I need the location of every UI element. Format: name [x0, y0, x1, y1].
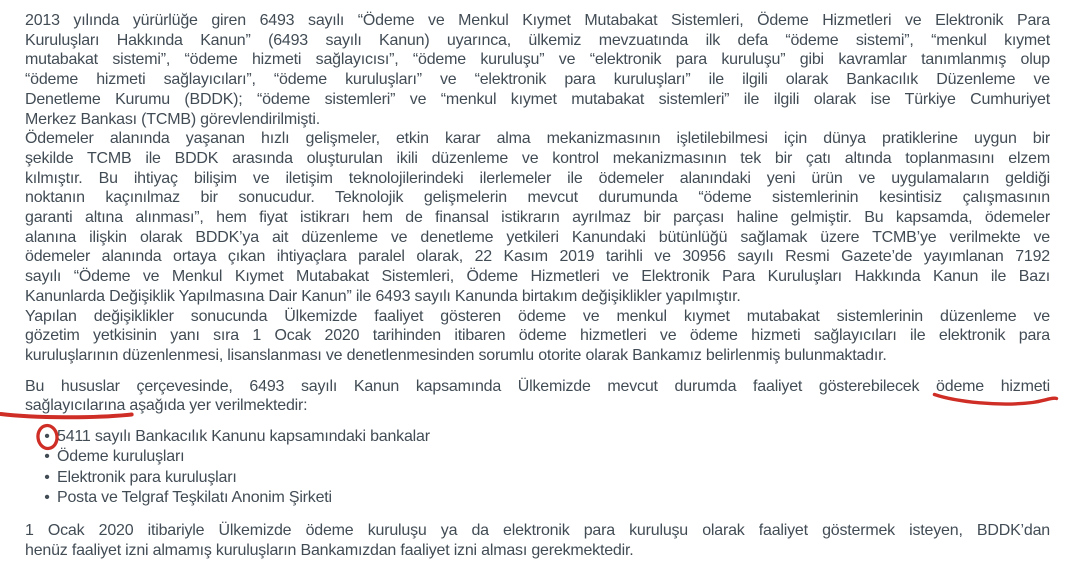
- payment-service-providers-list: [25, 427, 1050, 508]
- paragraph-5: [25, 521, 1050, 560]
- paragraph-line: sayılı “Ödeme ve Menkul Kıymet Mutabakat Sistemleri, Ödeme Hizmetleri ve Elektronik Para Kuruluşları Hakkında Kanun ile Bazı: [25, 268, 1050, 286]
- list-item-label: Elektronik para kuruluşları: [57, 468, 237, 486]
- paragraph-line: Kuruluşları Hakkında Kanun” (6493 sayılı Kanun) uyarınca, ülkemiz mevzuatında ilk defa “ödeme sistemi”, “menkul kıymet: [25, 31, 1050, 49]
- list-item: [25, 488, 1050, 508]
- paragraph-line: gözetim yetkisinin yanı sıra 1 Ocak 2020 tarihinden itibaren ödeme hizmetleri ve ödeme hizmeti sağlayıcıları ile elektronik para: [25, 327, 1050, 345]
- annotated-phrase-saglayicilarina: [25, 397, 129, 414]
- bullet-marker: [38, 427, 56, 447]
- paragraph-text: Bu hususlar çerçevesinde, 6493 sayılı Kanun kapsamında Ülkemizde mevcut durumda faaliyet gösterebilecek: [25, 377, 920, 395]
- bullet-dot-icon: •: [44, 428, 50, 446]
- paragraph-line: kılmıştır. Bu ihtiyaç bilişim ve iletişim teknolojilerindeki ilerlemeler ile ödemeler alanındaki yeni ürün ve uygulamaların geldiği: [25, 169, 1050, 187]
- paragraph-line: mutabakat sistemi”, “ödeme hizmeti sağlayıcısı”, “ödeme kuruluşu” ve “elektronik para kuruluşu” gibi kavramlar tanımlanmış olup: [25, 51, 1050, 69]
- paragraph-line: Ödemeler alanında yaşanan hızlı gelişmeler, etkin karar alma mekanizmasının işletilebilmesi için dünya pratiklerine uygun bir: [25, 130, 1050, 148]
- paragraph-1: [25, 11, 1050, 129]
- paragraph-line: alanına ilişkin olarak BDDK’ya ait düzenleme ve denetleme yetkileri Kanundaki bütünlüğü sağlamak üzere TCMB’ye verilmekte ve: [25, 228, 1050, 246]
- paragraph-line: kuruluşlarının düzenlenmesi, lisanslanması ve denetlenmesinden sorumlu otorite olarak Bankamız belirlenmiş bulunmaktadır.: [25, 346, 887, 364]
- annotated-phrase-odeme-hizmeti: [936, 378, 1050, 395]
- paragraph-text: sağlayıcılarına: [25, 397, 126, 415]
- paragraph-line: şekilde TCMB ile BDDK arasında oluşturulan ikili düzenleme ve kontrol mekanizmasının tek bir çatı altında toplanmasını elzem: [25, 149, 1050, 167]
- bullet-dot-icon: •: [44, 488, 50, 506]
- paragraph-4: [25, 377, 1050, 416]
- paragraph-line: 1 Ocak 2020 itibariyle Ülkemizde ödeme kuruluşu ya da elektronik para kuruluşu olarak faaliyet göstermek isteyen, BDDK’dan: [25, 522, 1050, 540]
- paragraph-line: [25, 377, 1050, 397]
- list-item: [25, 447, 1050, 467]
- list-item-label: Posta ve Telgraf Teşkilatı Anonim Şirketi: [57, 488, 332, 506]
- paragraph-line: [25, 396, 1050, 416]
- bullet-marker: [38, 468, 56, 488]
- paragraph-line: 2013 yılında yürürlüğe giren 6493 sayılı “Ödeme ve Menkul Kıymet Mutabakat Sistemleri, Ödeme Hizmetleri ve Elektronik Para: [25, 12, 1050, 29]
- paragraph-line: Kanunlarda Değişiklik Yapılmasına Dair Kanun” ile 6493 sayılı Kanunda birtakım değişiklikler yapılmıştır.: [25, 287, 741, 305]
- list-item-label: Ödeme kuruluşları: [57, 448, 185, 466]
- paragraph-line: Denetleme Kurumu (BDDK); “ödeme sistemleri” ve “menkul kıymet mutabakat sistemleri” ile ilgili olarak ise Türkiye Cumhuriyet: [25, 90, 1050, 108]
- list-item-label: 5411 sayılı Bankacılık Kanunu kapsamındaki bankalar: [57, 428, 430, 446]
- bullet-dot-icon: •: [44, 468, 50, 486]
- paragraph-text: ödeme hizmeti: [936, 377, 1050, 395]
- paragraph-line: Merkez Bankası (TCMB) görevlendirilmişti.: [25, 110, 320, 128]
- list-item: [25, 427, 1050, 447]
- paragraph-text: aşağıda yer verilmektedir:: [129, 397, 308, 415]
- bullet-marker: [38, 447, 56, 467]
- paragraph-line: Yapılan değişiklikler sonucunda Ülkemizde faaliyet gösteren ödeme ve menkul kıymet mutabakat sistemlerinin düzenleme ve: [25, 307, 1050, 325]
- paragraph-line: “ödeme hizmeti sağlayıcıları”, “ödeme kuruluşları” ve “elektronik para kuruluşları” ile ilgili olarak Bankacılık Düzenleme ve: [25, 71, 1050, 89]
- list-item: [25, 468, 1050, 488]
- paragraph-2: [25, 129, 1050, 306]
- paragraph-line: noktanın kaçınılmaz bir sonucudur. Teknolojik gelişmelerin mevcut durumunda “ödeme sistemlerinin kesintisiz çalışmasının: [25, 189, 1050, 207]
- paragraph-3: [25, 307, 1050, 366]
- bullet-marker: [38, 488, 56, 508]
- paragraph-line: ödemeler alanında ortaya çıkan ihtiyaçlara paralel olarak, 22 Kasım 2019 tarihli ve 30956 sayılı Resmi Gazete’de yayımlanan 7192: [25, 248, 1050, 266]
- paragraph-line: henüz faaliyet izni almamış kuruluşların Bankamızdan faaliyet izni alması gerekmektedir.: [25, 541, 634, 559]
- paragraph-line: garanti altına alınması”, hem fiyat istikrarı hem de finansal istikrarın ayrılmaz bir parçası haline gelmiştir. Bu kapsamda, ödemeler: [25, 209, 1050, 227]
- bullet-dot-icon: •: [44, 448, 50, 466]
